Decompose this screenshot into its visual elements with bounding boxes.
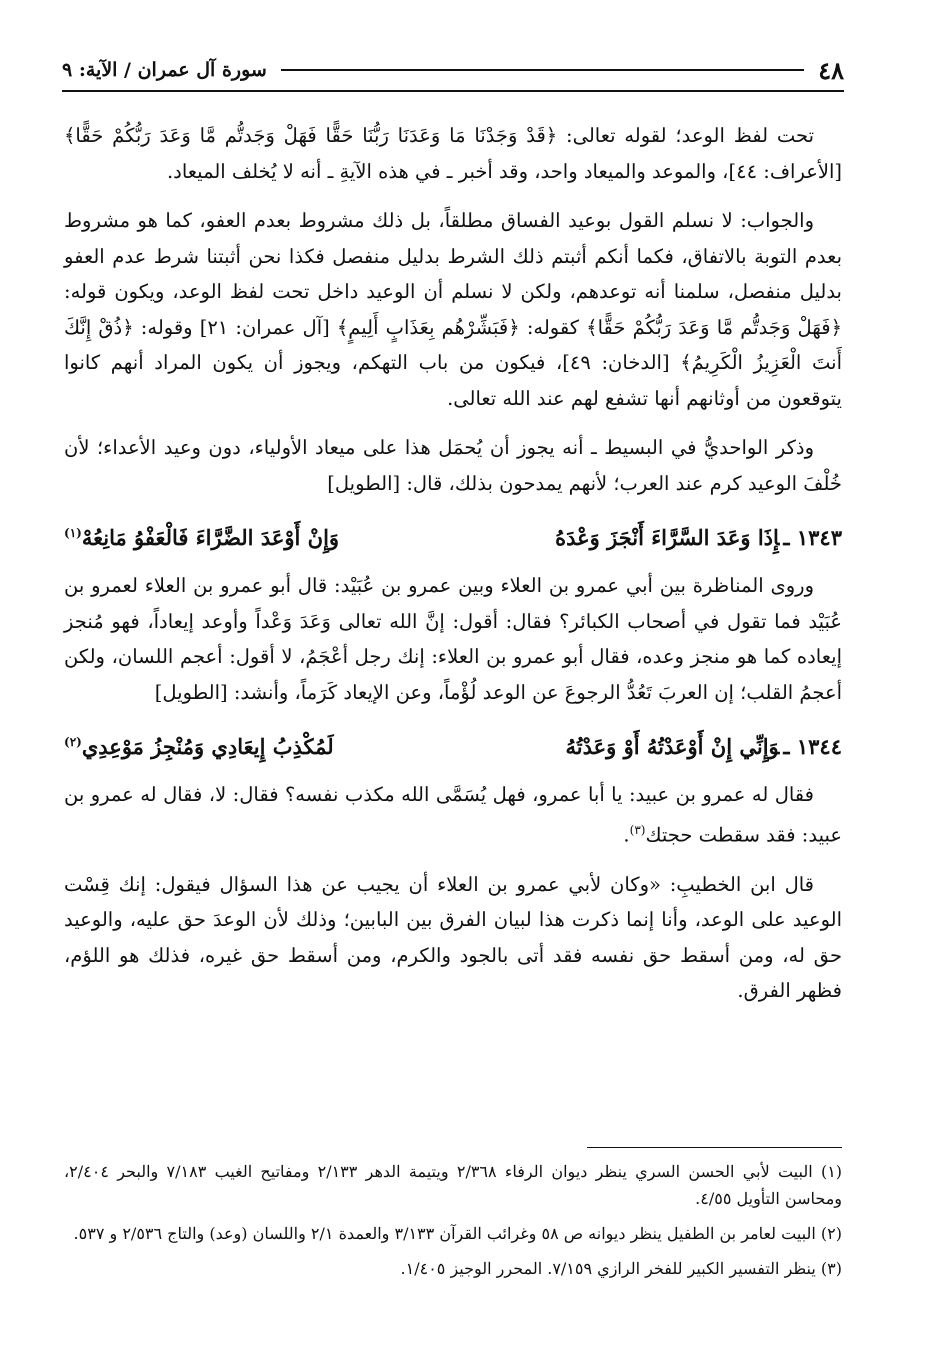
verse-1343-second-half-text: وَإِنْ أَوْعَدَ الضَّرَّاءَ فَالْعَفْوُ مَانِعُهْ xyxy=(81,525,340,550)
verse-first-half xyxy=(565,729,842,765)
verse-second-half xyxy=(64,515,339,556)
page-header xyxy=(62,50,844,92)
paragraph-5-text: فقال له عمرو بن عبيد: يا أبا عمرو، فهل يُسَمَّى الله مكذب نفسه؟ فقال: لا، فقال له عمرو بن عبيد: فقد سقطت حجتك xyxy=(64,783,842,846)
footnote-1: (١) البيت لأبي الحسن السري ينظر ديوان الرفاء ٢/٣٦٨ ويتيمة الدهر ٢/١٣٣ ومفاتيح الغيب ٧/١٨٣ والبحر ٢/٤٠٤، ومحاسن التأويل ٤/٥٥. xyxy=(64,1162,843,1208)
footnotes xyxy=(64,1158,842,1290)
footnote-mark: (٣) xyxy=(629,822,646,837)
verse-first-half xyxy=(555,520,842,556)
paragraph-1: تحت لفظ الوعد؛ لقوله تعالى: ﴿قَدْ وَجَدْنَا مَا وَعَدَنَا رَبُّنَا حَقًّا فَهَلْ وَجَدتُّم مَّا وَعَدَ رَبُّكُمْ حَقًّا﴾ [الأعراف: ٤٤]، والموعد والميعاد واحد، وقد أخبر ـ في هذه الآيةِ ـ أنه لا يُخلف الميعاد. xyxy=(64,124,842,183)
footnote-mark: (٢) xyxy=(64,735,82,749)
paragraph-4: وروى المناظرة بين أبي عمرو بن العلاء وبين عمرو بن عُبَيْد: قال أبو عمرو بن العلاء لعمرو بن عُبَيْد فما تقول في أصحاب الكبائر؟ فقال: أقول: إنَّ الله تعالى وَعَدَ وَعْداً وأوعد إيعاداً، فهو مُنجز إيعاده كما هو منجز وعده، فقال أبو عمرو بن العلاء: إنك رجل أعْجَمُ، لا أقول: أعجم اللسان، ولكن أعجمُ القلب؛ إن العربَ تَعُدُّ الرجوعَ عن الوعد لُؤْماً، وعن الإيعاد كَرَماً، وأنشد: [الطويل] xyxy=(64,574,842,704)
verse-1344-first-half-text: وَإِنِّي إِنْ أَوْعَدْتُهُ أَوْ وَعَدْتُهُ xyxy=(565,734,780,759)
paragraph-5 xyxy=(64,777,842,853)
footnote-2: (٢) البيت لعامر بن الطفيل ينظر ديوانه ص ٥٨ وغرائب القرآن ٣/١٣٣ والعمدة ٢/١ واللسان (وعد) والتاج ٢/٥٣٦ و ٥٣٧. xyxy=(73,1224,842,1243)
verse-1343-first-half-text: إِذَا وَعَدَ السَّرَّاءَ أَنْجَزَ وَعْدَهُ xyxy=(555,525,780,550)
footnote-mark: (١) xyxy=(64,526,82,540)
verse-1344-second-half-text: لَمُكْذِبُ إِيعَادِي وَمُنْجِزُ مَوْعِدِي xyxy=(81,734,334,759)
paragraph-3: وذكر الواحديُّ في البسيط ـ أنه يجوز أن يُحمَل هذا على ميعاد الأولياء، دون وعيد الأعداء؛ لأن خُلْفَ الوعيد كرم عند العرب؛ لأنهم يمدحون بذلك، قال: [الطويل] xyxy=(64,436,842,495)
verse-number: ١٣٤٣ ـ xyxy=(783,525,842,550)
verse-number: ١٣٤٤ ـ xyxy=(783,734,842,759)
verse-1343 xyxy=(64,515,842,556)
footnote-separator xyxy=(587,1147,842,1148)
verse-second-half xyxy=(64,724,334,765)
footnote-3: (٣) ينظر التفسير الكبير للفخر الرازي ٧/١٥٩. المحرر الوجيز ١/٤٠٥. xyxy=(400,1259,842,1278)
main-text xyxy=(64,118,842,1023)
header-rule xyxy=(281,69,804,71)
paragraph-5-end: . xyxy=(623,823,630,846)
verse-1344 xyxy=(64,724,842,765)
paragraph-6: قال ابن الخطيبِ: «وكان لأبي عمرو بن العلاء أن يجيب عن هذا السؤال فيقول: إنك قِسْت الوعيد على الوعد، وأنا إنما ذكرت هذا لبيان الفرق بين البابين؛ وذلك لأن الوعدَ حق عليه، والوعيد حق له، ومن أسقط حق نفسه فقد أتى بالجود والكرم، ومن أسقط حق غيره، فذلك هو اللؤم، فظهر الفرق. xyxy=(64,872,842,1002)
running-title: سورة آل عمران / الآية: ٩ xyxy=(62,59,267,81)
page-number: ٤٨ xyxy=(818,55,844,85)
paragraph-2: والجواب: لا نسلم القول بوعيد الفساق مطلقاً، بل ذلك مشروط بعدم العفو، كما هو مشروط بعدم التوبة بالاتفاق، فكما أنكم أثبتم ذلك الشرط بدليل منفصل فكذا نحن أثبتنا شرط عدم العفو بدليل منفصل، سلمنا أنه توعدهم، ولكن لا نسلم أن الوعيد داخل تحت لفظ الوعد، ويكون قوله: ﴿فَهَلْ وَجَدتُّم مَّا وَعَدَ رَبُّكُمْ حَقًّا﴾ كقوله: ﴿فَبَشِّرْهُم بِعَذَابٍ أَلِيمٍ﴾ [آل عمران: ٢١] وقوله: ﴿ذُقْ إِنَّكَ أَنتَ الْعَزِيزُ الْكَرِيمُ﴾ [الدخان: ٤٩]، فيكون من باب التهكم، ويجوز أن يكون المراد أنهم كانوا يتوقعون من أوثانهم أنها تشفع لهم عند الله تعالى. xyxy=(64,209,842,410)
